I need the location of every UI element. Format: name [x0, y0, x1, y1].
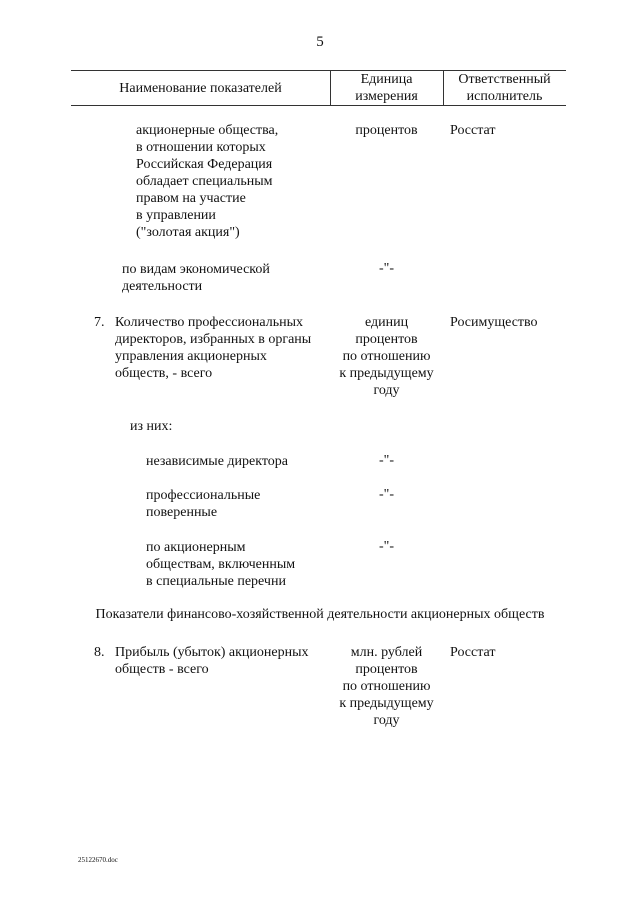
item-7-unit: единиц процентов по отношению к предыдущему году — [339, 315, 434, 398]
item-8-unit: млн. рублей процентов по отношению к предыдущему году — [339, 645, 434, 728]
header-unit: Единица измерения — [355, 72, 418, 104]
item-7-number: 7. — [94, 315, 105, 330]
row-independent-unit: -"- — [378, 453, 395, 468]
row-golden-share-responsible: Росстат — [450, 123, 496, 138]
header-responsible: Ответственный исполнитель — [458, 72, 551, 104]
section-title: Показатели финансово-хозяйственной деятельности акционерных обществ — [95, 607, 545, 622]
of-them-label: из них: — [130, 419, 173, 434]
row-golden-share-name: акционерные общества, в отношении которых Российская Федерация обладает специальным правом на участие в управлении ("золотая акция") — [136, 123, 279, 240]
row-attorneys-name: профессиональные поверенные — [146, 488, 261, 520]
row-special-lists-name: по акционерным обществам, включенным в специальные перечни — [146, 540, 296, 589]
item-7-responsible: Росимущество — [450, 315, 538, 330]
header-bottom-rule — [71, 105, 566, 106]
item-7-name: Количество профессиональных директоров, избранных в органы управления акционерных обществ, - всего — [115, 315, 312, 381]
document-code: 25122670.doc — [78, 856, 118, 864]
row-golden-share-unit: процентов — [355, 123, 418, 138]
item-8-number: 8. — [94, 645, 105, 660]
header-indicator-name: Наименование показателей — [119, 81, 282, 96]
row-by-activity-unit: -"- — [378, 261, 395, 276]
item-8-name: Прибыль (убыток) акционерных обществ - всего — [115, 645, 309, 677]
row-special-lists-unit: -"- — [378, 539, 395, 554]
page-number: 5 — [316, 34, 324, 50]
row-by-activity-name: по видам экономической деятельности — [122, 262, 270, 294]
item-8-responsible: Росстат — [450, 645, 496, 660]
row-independent-name: независимые директора — [146, 454, 289, 469]
row-attorneys-unit: -"- — [378, 487, 395, 502]
